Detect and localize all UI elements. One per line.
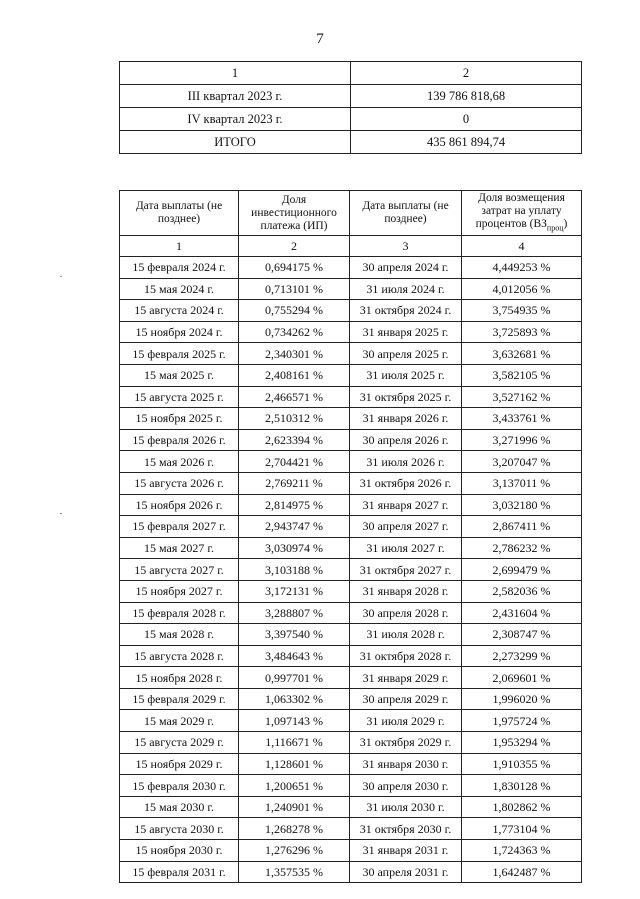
ip-payment-date: 15 мая 2028 г. [120, 624, 239, 646]
compensation-share: 1,830128 % [462, 775, 582, 797]
ip-share: 2,769211 % [239, 472, 350, 494]
table-row [120, 472, 582, 494]
ip-share: 2,340301 % [239, 343, 350, 365]
ip-payment-date: 15 февраля 2029 г. [120, 688, 239, 710]
compensation-date: 31 октября 2030 г. [350, 818, 462, 840]
compensation-date: 31 января 2025 г. [350, 321, 462, 343]
ip-payment-date: 15 февраля 2024 г. [120, 257, 239, 279]
compensation-share: 3,754935 % [462, 300, 582, 322]
compensation-date: 30 апреля 2024 г. [350, 257, 462, 279]
compensation-date: 30 апреля 2030 г. [350, 775, 462, 797]
column-number: 1 [120, 236, 239, 257]
header-interest-compensation [462, 191, 582, 236]
summary-label: III квартал 2023 г. [120, 85, 351, 108]
compensation-date: 31 июля 2027 г. [350, 537, 462, 559]
ip-payment-date: 15 ноября 2026 г. [120, 494, 239, 516]
summary-value: 435 861 894,74 [351, 131, 582, 154]
ip-payment-date: 15 августа 2029 г. [120, 732, 239, 754]
ip-payment-date: 15 ноября 2027 г. [120, 580, 239, 602]
scan-mark [60, 513, 62, 514]
table-row [120, 516, 582, 538]
table-row [120, 300, 582, 322]
ip-share: 2,623394 % [239, 429, 350, 451]
compensation-date: 31 июля 2024 г. [350, 278, 462, 300]
compensation-share: 1,953294 % [462, 732, 582, 754]
ip-payment-date: 15 августа 2030 г. [120, 818, 239, 840]
compensation-share: 1,773104 % [462, 818, 582, 840]
table-row [120, 278, 582, 300]
table-row [120, 386, 582, 408]
ip-payment-date: 15 мая 2024 г. [120, 278, 239, 300]
table-row [120, 364, 582, 386]
compensation-date: 31 июля 2025 г. [350, 364, 462, 386]
compensation-date: 31 октября 2028 г. [350, 645, 462, 667]
ip-payment-date: 15 ноября 2025 г. [120, 408, 239, 430]
summary-header-row [120, 62, 582, 85]
compensation-share: 1,996020 % [462, 688, 582, 710]
header-payment-date-1: Дата выплаты (не позднее) [120, 191, 239, 236]
ip-share: 3,484643 % [239, 645, 350, 667]
table-row [120, 494, 582, 516]
table-row [120, 408, 582, 430]
compensation-date: 31 января 2031 г. [350, 840, 462, 862]
table-row [120, 710, 582, 732]
ip-payment-date: 15 февраля 2030 г. [120, 775, 239, 797]
summary-table [119, 61, 582, 154]
table-row [120, 688, 582, 710]
table-row [120, 840, 582, 862]
header-interest-close: ) [563, 217, 568, 230]
compensation-share: 1,910355 % [462, 753, 582, 775]
table-row [120, 753, 582, 775]
ip-share: 1,097143 % [239, 710, 350, 732]
ip-share: 1,128601 % [239, 753, 350, 775]
compensation-share: 3,207047 % [462, 451, 582, 473]
compensation-date: 31 октября 2024 г. [350, 300, 462, 322]
compensation-share: 3,433761 % [462, 408, 582, 430]
column-number: 4 [462, 236, 582, 257]
ip-payment-date: 15 мая 2029 г. [120, 710, 239, 732]
summary-value: 0 [351, 108, 582, 131]
table-row [120, 775, 582, 797]
table-row [120, 321, 582, 343]
ip-payment-date: 15 августа 2026 г. [120, 472, 239, 494]
compensation-share: 1,724363 % [462, 840, 582, 862]
schedule-header-row [120, 191, 582, 236]
compensation-share: 4,012056 % [462, 278, 582, 300]
table-row [120, 343, 582, 365]
compensation-date: 30 апреля 2031 г. [350, 861, 462, 883]
column-number: 2 [239, 236, 350, 257]
compensation-date: 31 января 2027 г. [350, 494, 462, 516]
compensation-date: 31 октября 2025 г. [350, 386, 462, 408]
ip-payment-date: 15 мая 2025 г. [120, 364, 239, 386]
table-row [120, 818, 582, 840]
compensation-date: 31 января 2030 г. [350, 753, 462, 775]
ip-payment-date: 15 февраля 2025 г. [120, 343, 239, 365]
ip-payment-date: 15 августа 2024 г. [120, 300, 239, 322]
summary-value: 139 786 818,68 [351, 85, 582, 108]
ip-share: 0,694175 % [239, 257, 350, 279]
ip-share: 2,510312 % [239, 408, 350, 430]
summary-row [120, 108, 582, 131]
compensation-share: 1,802862 % [462, 796, 582, 818]
ip-payment-date: 15 мая 2027 г. [120, 537, 239, 559]
compensation-date: 31 июля 2028 г. [350, 624, 462, 646]
ip-share: 3,397540 % [239, 624, 350, 646]
ip-payment-date: 15 августа 2027 г. [120, 559, 239, 581]
header-payment-date-2: Дата выплаты (не позднее) [350, 191, 462, 236]
table-row [120, 732, 582, 754]
compensation-share: 1,975724 % [462, 710, 582, 732]
compensation-date: 30 апреля 2026 г. [350, 429, 462, 451]
ip-share: 0,997701 % [239, 667, 350, 689]
header-investment-share: Доля инвестиционного платежа (ИП) [239, 191, 350, 236]
table-row [120, 602, 582, 624]
ip-share: 2,704421 % [239, 451, 350, 473]
summary-label: ИТОГО [120, 131, 351, 154]
compensation-share: 3,527162 % [462, 386, 582, 408]
summary-header-cell: 2 [351, 62, 582, 85]
table-row [120, 796, 582, 818]
compensation-share: 1,642487 % [462, 861, 582, 883]
compensation-date: 30 апреля 2029 г. [350, 688, 462, 710]
summary-total-row [120, 131, 582, 154]
ip-share: 0,713101 % [239, 278, 350, 300]
table-row [120, 667, 582, 689]
ip-payment-date: 15 февраля 2031 г. [120, 861, 239, 883]
header-interest-subscript: проц [546, 223, 564, 233]
header-interest-text: Доля возмещения затрат на уплату процентов (ВЗ [475, 191, 565, 230]
compensation-share: 2,069601 % [462, 667, 582, 689]
ip-payment-date: 15 ноября 2028 г. [120, 667, 239, 689]
payment-schedule-table [119, 190, 582, 883]
table-row [120, 451, 582, 473]
table-row [120, 537, 582, 559]
compensation-share: 2,308747 % [462, 624, 582, 646]
ip-payment-date: 15 февраля 2026 г. [120, 429, 239, 451]
ip-payment-date: 15 мая 2030 г. [120, 796, 239, 818]
compensation-date: 30 апреля 2028 г. [350, 602, 462, 624]
compensation-share: 2,431604 % [462, 602, 582, 624]
summary-header-cell: 1 [120, 62, 351, 85]
ip-payment-date: 15 августа 2028 г. [120, 645, 239, 667]
compensation-share: 3,271996 % [462, 429, 582, 451]
column-number-row [120, 236, 582, 257]
ip-payment-date: 15 августа 2025 г. [120, 386, 239, 408]
table-row [120, 429, 582, 451]
compensation-date: 30 апреля 2027 г. [350, 516, 462, 538]
compensation-date: 31 января 2029 г. [350, 667, 462, 689]
compensation-share: 3,632681 % [462, 343, 582, 365]
ip-share: 3,103188 % [239, 559, 350, 581]
compensation-share: 2,582036 % [462, 580, 582, 602]
compensation-share: 4,449253 % [462, 257, 582, 279]
scan-mark [60, 276, 62, 277]
table-row [120, 559, 582, 581]
ip-payment-date: 15 мая 2026 г. [120, 451, 239, 473]
compensation-date: 31 января 2028 г. [350, 580, 462, 602]
ip-payment-date: 15 ноября 2024 г. [120, 321, 239, 343]
compensation-share: 2,699479 % [462, 559, 582, 581]
compensation-share: 3,582105 % [462, 364, 582, 386]
summary-label: IV квартал 2023 г. [120, 108, 351, 131]
page-number: 7 [316, 31, 324, 47]
ip-share: 2,814975 % [239, 494, 350, 516]
summary-row [120, 85, 582, 108]
ip-share: 1,240901 % [239, 796, 350, 818]
ip-share: 0,734262 % [239, 321, 350, 343]
ip-share: 1,200651 % [239, 775, 350, 797]
compensation-share: 2,786232 % [462, 537, 582, 559]
compensation-share: 3,725893 % [462, 321, 582, 343]
ip-share: 0,755294 % [239, 300, 350, 322]
compensation-share: 2,867411 % [462, 516, 582, 538]
ip-share: 1,276296 % [239, 840, 350, 862]
ip-share: 3,030974 % [239, 537, 350, 559]
ip-share: 1,116671 % [239, 732, 350, 754]
compensation-date: 31 октября 2026 г. [350, 472, 462, 494]
ip-share: 1,357535 % [239, 861, 350, 883]
ip-share: 1,063302 % [239, 688, 350, 710]
compensation-date: 31 января 2026 г. [350, 408, 462, 430]
table-row [120, 257, 582, 279]
column-number: 3 [350, 236, 462, 257]
compensation-date: 31 июля 2030 г. [350, 796, 462, 818]
ip-share: 3,172131 % [239, 580, 350, 602]
compensation-share: 3,032180 % [462, 494, 582, 516]
ip-payment-date: 15 февраля 2027 г. [120, 516, 239, 538]
compensation-date: 31 июля 2026 г. [350, 451, 462, 473]
ip-share: 2,408161 % [239, 364, 350, 386]
table-row [120, 624, 582, 646]
table-row [120, 645, 582, 667]
ip-share: 2,466571 % [239, 386, 350, 408]
ip-share: 1,268278 % [239, 818, 350, 840]
ip-payment-date: 15 ноября 2030 г. [120, 840, 239, 862]
compensation-share: 3,137011 % [462, 472, 582, 494]
compensation-date: 30 апреля 2025 г. [350, 343, 462, 365]
ip-payment-date: 15 ноября 2029 г. [120, 753, 239, 775]
compensation-date: 31 октября 2027 г. [350, 559, 462, 581]
compensation-date: 31 октября 2029 г. [350, 732, 462, 754]
ip-share: 2,943747 % [239, 516, 350, 538]
compensation-share: 2,273299 % [462, 645, 582, 667]
table-row [120, 861, 582, 883]
table-row [120, 580, 582, 602]
ip-payment-date: 15 февраля 2028 г. [120, 602, 239, 624]
compensation-date: 31 июля 2029 г. [350, 710, 462, 732]
ip-share: 3,288807 % [239, 602, 350, 624]
